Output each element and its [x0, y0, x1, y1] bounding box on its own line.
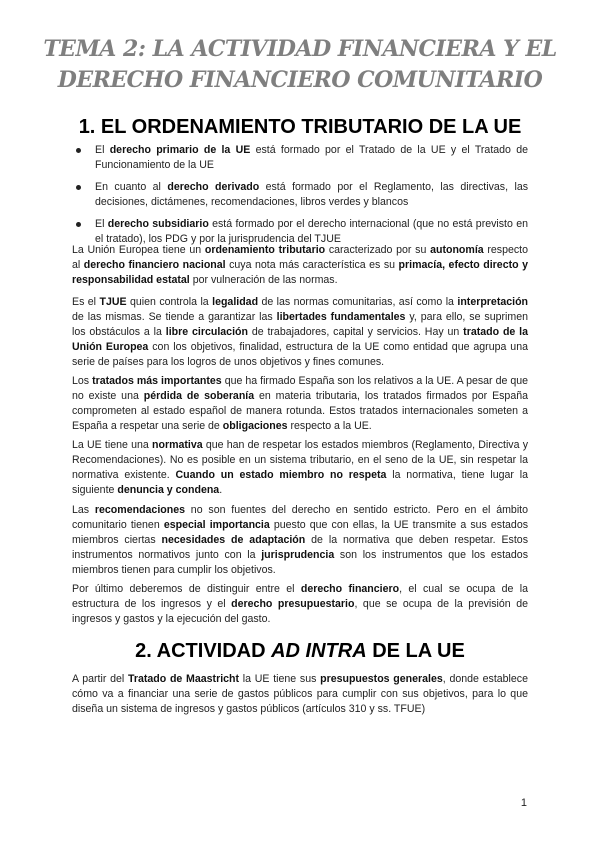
- bullet-dot-icon: [76, 222, 81, 227]
- section-2-heading: 2. ACTIVIDAD AD INTRA DE LA UE: [135, 640, 465, 662]
- bullet-dot-icon: [76, 185, 81, 190]
- paragraph-derecho-financiero: Por último deberemos de distinguir entre el derecho financiero, el cual se ocupa de la estructura de los ingresos y el derecho presupuestario, que se ocupa de la previsión de ingresos y gastos y la ejecución del gasto.: [72, 583, 529, 625]
- list-item: El derecho subsidiario está formado por el derecho internacional (que no está previsto en el tratado), los PDG y por la jurisprudencia del TJUE: [72, 217, 528, 247]
- document-title-line-2: DERECHO FINANCIERO COMUNITARIO: [57, 67, 543, 93]
- paragraph-maastricht: A partir del Tratado de Maastricht la UE tiene sus presupuestos generales, donde establece cómo va a financiar una serie de gastos públicos para cumplir con sus objetivos, para lo que diseña un sistema de ingresos y gastos públicos (artículos 310 y ss. TFUE): [72, 673, 528, 715]
- paragraph-ordenamiento: La Unión Europea tiene un ordenamiento tributario caracterizado por su autonomía respecto al derecho financiero nacional cuya nota más característica es su primacía, efecto directo y responsabilidad estatal por vulneración de las normas.: [72, 244, 529, 286]
- page-number: 1: [520, 797, 527, 809]
- paragraph-recomendaciones: Las recomendaciones no son fuentes del derecho en sentido estricto. Pero en el ámbito comunitario tienen especial importancia puesto que con ellas, la UE transmite a sus estados miembros ciertas necesidades de adaptación de la normativa que deben respetar. Estos instrumentos normativos junto con la jurisprudencia son los instrumentos que los estados miembros tienen para cumplir los objetivos.: [72, 504, 529, 576]
- document-title-line-1: TEMA 2: LA ACTIVIDAD FINANCIERA Y EL: [43, 36, 557, 62]
- list-item: El derecho primario de la UE está formado por el Tratado de la UE y el Tratado de Funcionamiento de la UE: [72, 143, 528, 173]
- bullet-list: [72, 143, 528, 254]
- bullet-dot-icon: [76, 148, 81, 153]
- paragraph-tjue: Es el TJUE quien controla la legalidad de las normas comunitarias, así como la interpretación de las mismas. Se tiende a garantizar las libertades fundamentales y, para ello, se suprimen los obstáculos a la libre circulación de trabajadores, capital y servicios. Hay un tratado de la Unión Europea con los objetivos, finalidad, estructura de la UE como entidad que agrupa una serie de países para los logros de unos objetivos y fines comunes.: [72, 296, 529, 368]
- paragraph-normativa: La UE tiene una normativa que han de respetar los estados miembros (Reglamento, Directiva y Recomendaciones). No es posible en un sistema tributario, en el seno de la UE, sin respetar la normativa existente. Cuando un estado miembro no respeta la normativa, tiene lugar la siguiente denuncia y condena.: [72, 439, 528, 496]
- paragraph-tratados: Los tratados más importantes que ha firmado España son los relativos a la UE. A pesar de que no existe una pérdida de soberanía en materia tributaria, los tratados firmados por España comprometen al estado español de manera rotunda. Estos tratados internacionales someten a España a respetar una serie de obligaciones respecto a la UE.: [72, 375, 529, 432]
- list-item: En cuanto al derecho derivado está formado por el Reglamento, las directivas, las decisiones, dictámenes, recomendaciones, libros verdes y blancos: [72, 180, 528, 210]
- section-1-heading: 1. EL ORDENAMIENTO TRIBUTARIO DE LA UE: [78, 116, 522, 138]
- document-title: [40, 34, 560, 96]
